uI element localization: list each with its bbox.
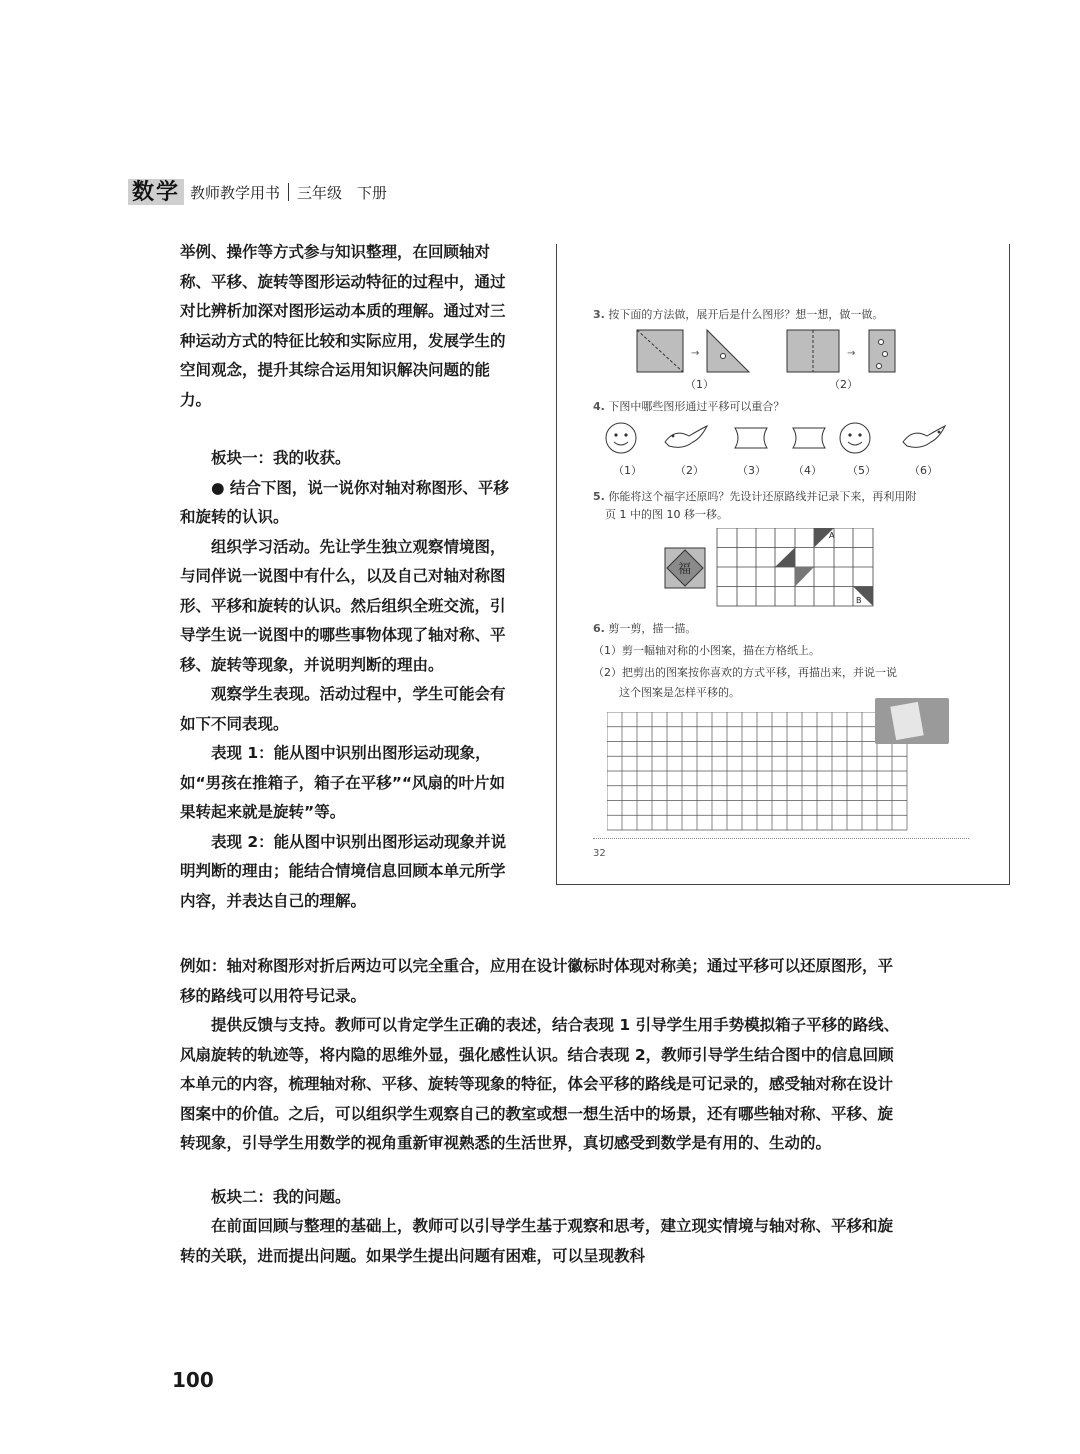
paragraph: 观察学生表现。活动过程中，学生可能会有如下不同表现。 xyxy=(180,685,506,733)
book-title: 教师教学用书 xyxy=(190,183,281,202)
q3-label-1: （1） xyxy=(685,378,714,391)
paragraph: 提供反馈与支持。教师可以肯定学生正确的表述，结合表现 1 引导学生用手势模拟箱子平移的路线、风扇旋转的轨迹等，将内隐的思维外显，强化感性认识。结合表现 2，教师引导学生结合图中的信息回顾本单元的内容，梳理轴对称、平移、旋转等现象的特征，体会平移的路线是可记录的，感受轴对称在设计图案中的价值。之后，可以组织学生观察自己的教室或想一想生活中的场景，还有哪些轴对称、平移、旋转现象，引导学生用数学的视角重新审视熟悉的生活世界，真切感受到数学是有用的、生动的。 xyxy=(180,1016,900,1152)
left-column-text xyxy=(180,238,520,916)
q4-figures xyxy=(603,420,963,462)
question-4: 4. 下图中哪些图形通过平移可以重合？ xyxy=(593,400,785,413)
subject-logo: 数学 xyxy=(128,179,184,205)
section-heading-2: 板块二：我的问题。 xyxy=(211,1187,351,1206)
textbook-inset xyxy=(556,244,1010,885)
smiley-figure-1 xyxy=(606,423,636,453)
paragraph: 表现 2：能从图中识别出图形运动现象并说明判断的理由；能结合情境信息回顾本单元所学内容，并表达自己的理解。 xyxy=(180,832,507,910)
q4-label-4: （4） xyxy=(793,464,822,477)
question-6-sub2b: 这个图案是怎样平移的。 xyxy=(619,686,740,699)
q3-label-2: （2） xyxy=(829,378,858,391)
svg-text:→: → xyxy=(847,348,856,359)
grade-label: 三年级 下册 xyxy=(297,183,388,202)
header-divider xyxy=(288,183,289,201)
scroll-figure-3 xyxy=(735,428,767,448)
prompt-paragraph: ● 结合下图，说一说你对轴对称图形、平移和旋转的认识。 xyxy=(180,478,509,526)
paragraph: 表现 1：能从图中识别出图形运动现象，如“男孩在推箱子，箱子在平移”“风扇的叶片如果转起来就是旋转”等。 xyxy=(180,744,506,821)
smiley-figure-5 xyxy=(840,423,870,453)
inset-page-number: 32 xyxy=(593,848,606,859)
q4-label-2: （2） xyxy=(675,464,704,477)
svg-text:→: → xyxy=(691,348,700,359)
q3-figures xyxy=(627,326,927,376)
q4-label-5: （5） xyxy=(847,464,876,477)
grid-paper xyxy=(607,712,913,832)
bird-figure-6 xyxy=(903,426,945,447)
full-width-text xyxy=(180,952,900,1271)
paragraph: 组织学习活动。先让学生独立观察情境图，与同伴说一说图中有什么，以及自己对轴对称图形、平移和旋转的认识。然后组织全班交流，引导学生说一说图中的哪些事物体现了轴对称、平移、旋转等现象，并说明判断的理由。 xyxy=(180,537,506,674)
question-6: 6. 剪一剪，描一描。 xyxy=(593,622,697,635)
point-a-label: A xyxy=(829,531,835,540)
photo-hand-cutting xyxy=(875,698,949,744)
fu-character: 福 xyxy=(678,562,692,577)
running-header xyxy=(128,178,387,206)
question-3: 3. 按下面的方法做，展开后是什么图形？想一想，做一做。 xyxy=(593,308,884,321)
q4-label-3: （3） xyxy=(737,464,766,477)
question-6-sub2a: （2）把剪出的图案按你喜欢的方式平移，再描出来，并说一说 xyxy=(593,666,897,679)
q4-label-1: （1） xyxy=(613,464,642,477)
point-b-label: B xyxy=(856,596,862,605)
scroll-figure-4 xyxy=(793,428,825,448)
question-5-line2: 页 1 中的图 10 移一移。 xyxy=(605,508,728,521)
paragraph: 例如：轴对称图形对折后两边可以完全重合，应用在设计徽标时体现对称美；通过平移可以还原图形，平移的路线可以用符号记录。 xyxy=(180,957,894,1005)
q4-label-6: （6） xyxy=(909,464,938,477)
q5-figure xyxy=(657,528,887,608)
question-6-sub1: （1）剪一幅轴对称的小图案，描在方格纸上。 xyxy=(593,644,820,657)
question-5-line1: 5. 你能将这个福字还原吗？先设计还原路线并记录下来，再利用附 xyxy=(593,490,917,503)
section-heading-1: 板块一：我的收获。 xyxy=(211,449,351,467)
paragraph: 举例、操作等方式参与知识整理，在回顾轴对称、平移、旋转等图形运动特征的过程中，通过对比辨析加深对图形运动本质的理解。通过对三种运动方式的特征比较和实际应用，发展学生的空间观念，提升其综合运用知识解决问题的能力。 xyxy=(180,243,506,409)
inset-footer-line xyxy=(593,838,969,839)
page-number: 100 xyxy=(172,1368,214,1392)
paragraph: 在前面回顾与整理的基础上，教师可以引导学生基于观察和思考，建立现实情境与轴对称、平移和旋转的关联，进而提出问题。如果学生提出问题有困难，可以呈现教科 xyxy=(180,1217,894,1265)
bird-figure-2 xyxy=(665,426,707,447)
